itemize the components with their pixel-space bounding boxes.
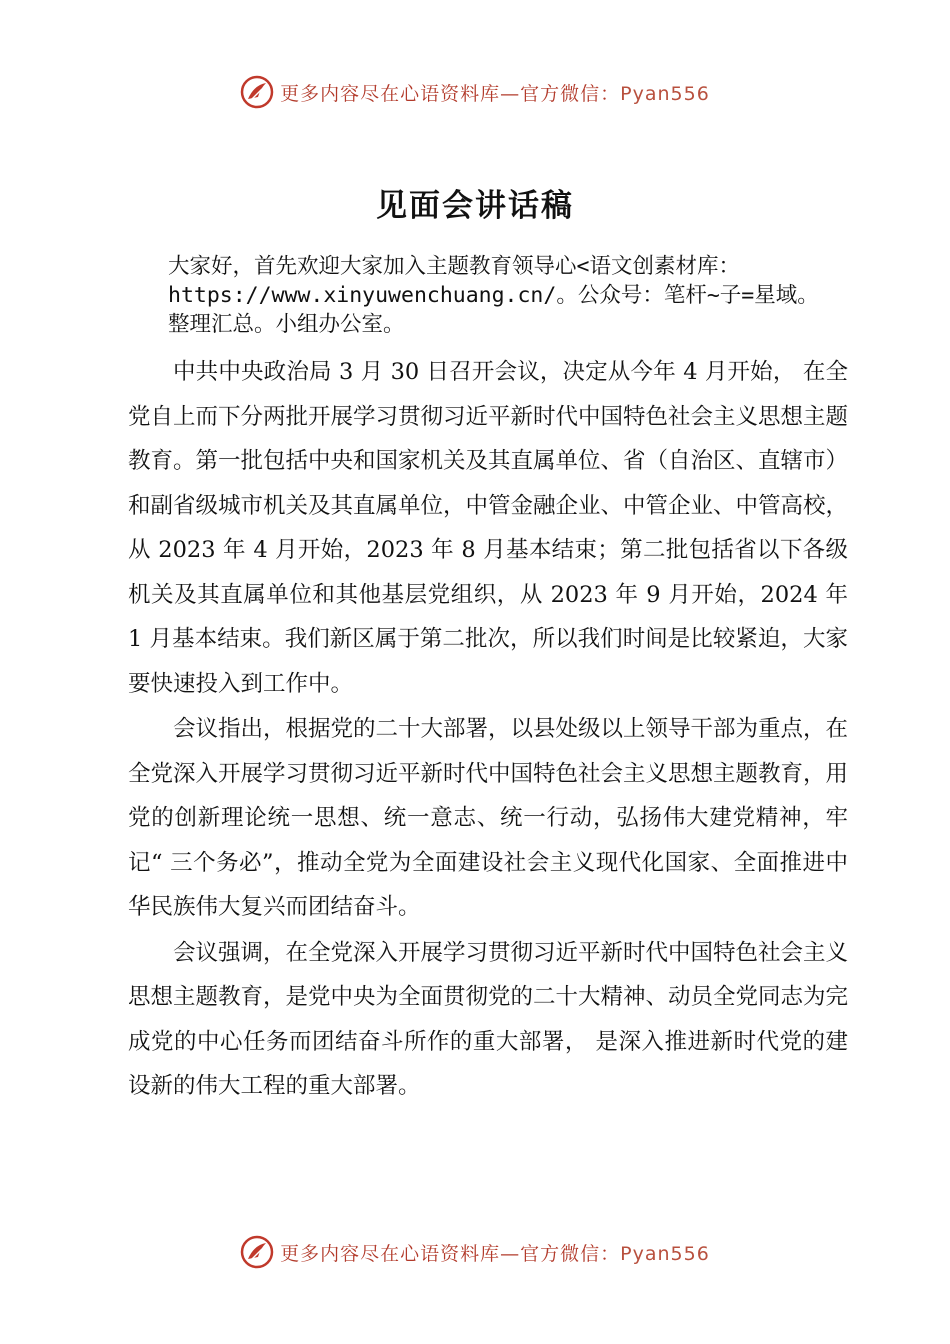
document-body — [128, 350, 848, 1110]
logo-icon — [240, 75, 274, 109]
banner-text: 更多内容尽在心语资料库—官方微信：Pyan556 — [280, 1242, 710, 1265]
intro-paragraph: 大家好，首先欢迎大家加入主题教育领导心<语文创素材库： https://www.xinyuwenchuang.cn/。公众号：笔杆~子=星域。 整理汇总。小组办公室。 — [168, 254, 819, 337]
page-title: 见面会讲话稿 — [376, 188, 574, 224]
wechat-id: Pyan556 — [620, 1242, 710, 1265]
paragraph-2: 会议指出，根据党的二十大部署，以县处级以上领导干部为重点，在全党深入开展学习贯彻习近平新时代中国特色社会主义思想主题教育，用党的创新理论统一思想、统一意志、统一行动，弘扬伟大建党精神，牢记“ 三个务必”，推动全党为全面建设社会主义现代化国家、全面推进中华民族伟大复兴而团结奋斗。 — [128, 716, 849, 920]
logo-icon — [240, 1235, 274, 1269]
wechat-id: Pyan556 — [620, 82, 710, 105]
footer-banner — [0, 1232, 950, 1272]
paragraph-3: 会议强调，在全党深入开展学习贯彻习近平新时代中国特色社会主义思想主题教育，是党中央为全面贯彻党的二十大精神、动员全党同志为完成党的中心任务而团结奋斗所作的重大部署， 是深入推进新时代党的建设新的伟大工程的重大部署。 — [128, 939, 849, 1099]
header-banner — [0, 72, 950, 112]
paragraph-1: 中共中央政治局 3 月 30 日召开会议，决定从今年 4 月开始， 在全党自上而下分两批开展学习贯彻习近平新时代中国特色社会主义思想主题教育。第一批包括中央和国家机关及其直属单位、省（自治区、直辖市）和副省级城市机关及其直属单位，中管金融企业、中管企业、中管高校，从 2023 年 4 月开始，2023 年 8 月基本结束；第二批包括省以下各级机关及其直属单位和其他基层党组织，从 2023 年 9 月开始，2024 年 1 月基本结束。我们新区属于第二批次，所以我们时间是比较紧迫，大家要快速投入到工作中。 — [128, 359, 849, 697]
banner-text: 更多内容尽在心语资料库—官方微信：Pyan556 — [280, 82, 710, 105]
